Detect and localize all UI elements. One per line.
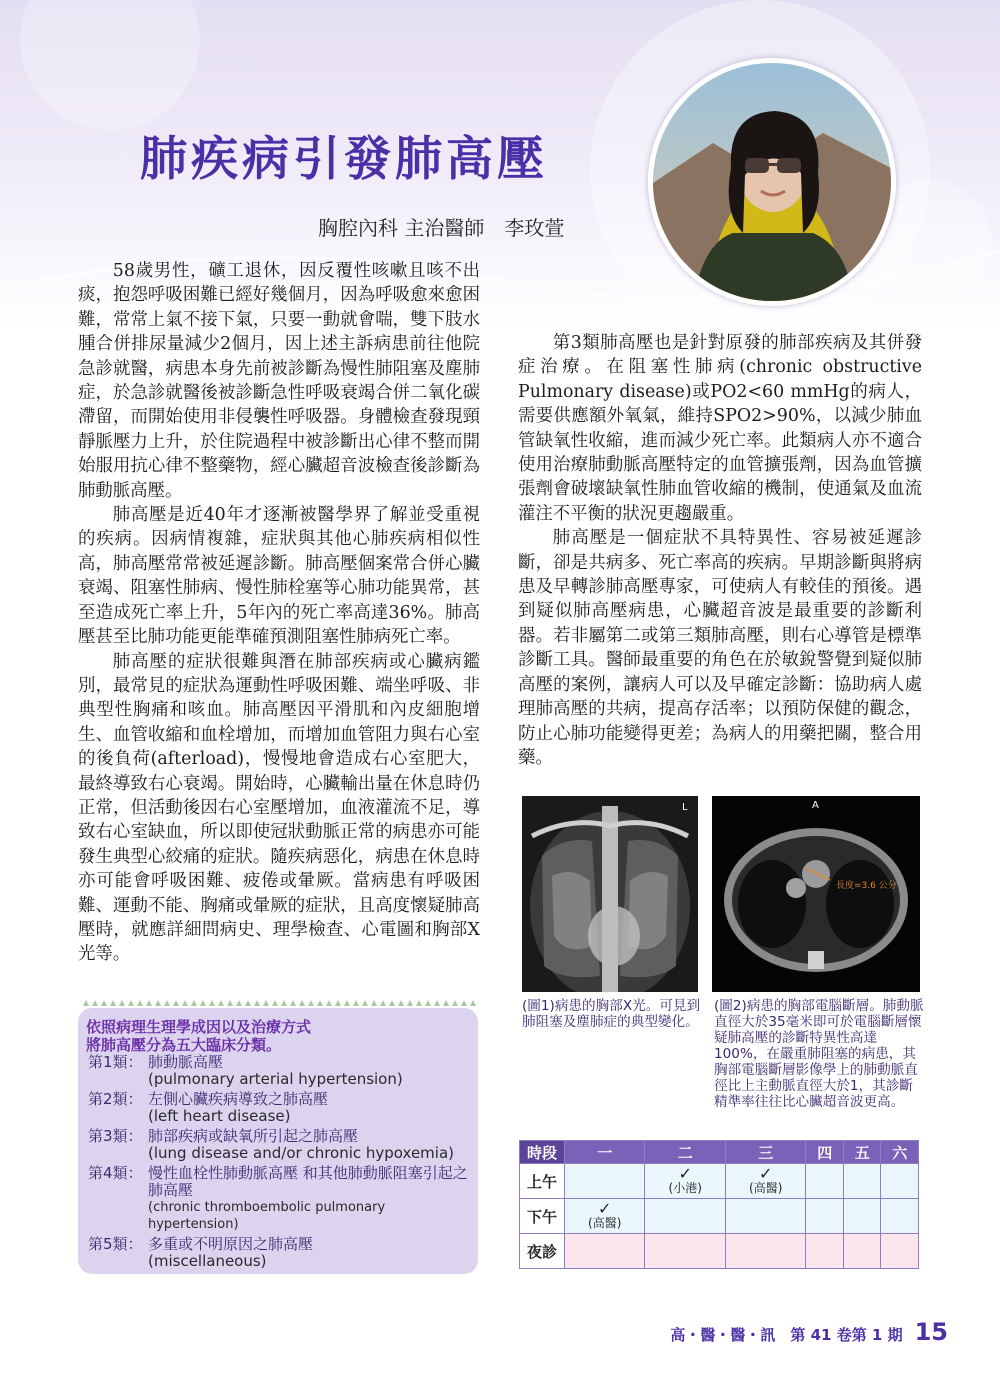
schedule-row-evening bbox=[520, 1234, 919, 1269]
schedule-cell bbox=[645, 1199, 725, 1234]
clinic-location: (高醫) bbox=[588, 1216, 622, 1230]
classification-item: 第5類： 多重或不明原因之肺高壓 (miscellaneous) bbox=[88, 1235, 314, 1270]
paragraph: 肺高壓是一個症狀不具特異性、容易被延遲診斷，卻是共病多、死亡率高的疾病。早期診斷與將病患及早轉診肺高壓專家，可使病人有較佳的預後。遇到疑似肺高壓病患，心臟超音波是最重要的診斷利器。若非屬第二或第三類肺高壓，則右心導管是標準診斷工具。醫師最重要的角色在於敏銳警覺到疑似肺高壓的案例，讓病人可以及早確定診斷：協助病人處理肺高壓的共病，提高存活率；以預防保健的觀念，防止心肺功能變得更差；為病人的用藥把關，整合用藥。 bbox=[518, 528, 922, 768]
classification-item: 第1類： 肺動脈高壓 (pulmonary arterial hypertension) bbox=[88, 1053, 403, 1088]
schedule-header-cell: 一 bbox=[565, 1141, 645, 1164]
schedule-cell bbox=[565, 1199, 645, 1234]
schedule-header-cell: 三 bbox=[725, 1141, 805, 1164]
author-line: 胸腔內科 主治醫師 李玫萱 bbox=[318, 216, 565, 240]
schedule-row-label: 下午 bbox=[520, 1199, 565, 1234]
schedule-cell bbox=[565, 1234, 645, 1269]
schedule-cell bbox=[881, 1199, 919, 1234]
classification-list bbox=[88, 1054, 476, 1273]
figure-caption-1: (圖1)病患的胸部X光。可見到肺阻塞及塵肺症的典型變化。 bbox=[522, 998, 701, 1030]
check-icon: ✓ bbox=[678, 1164, 692, 1183]
check-icon: ✓ bbox=[759, 1164, 773, 1183]
schedule-cell bbox=[565, 1164, 645, 1199]
clinic-location: (高醫) bbox=[749, 1181, 783, 1195]
schedule-cell bbox=[806, 1234, 844, 1269]
schedule-header-cell: 四 bbox=[806, 1141, 844, 1164]
schedule-cell bbox=[645, 1234, 725, 1269]
schedule-cell bbox=[881, 1234, 919, 1269]
dotted-divider bbox=[82, 998, 478, 1008]
schedule-cell bbox=[725, 1234, 805, 1269]
check-icon: ✓ bbox=[598, 1199, 612, 1218]
schedule-row-label: 上午 bbox=[520, 1164, 565, 1199]
right-column bbox=[518, 331, 922, 770]
schedule-cell bbox=[843, 1199, 881, 1234]
classification-item: 第3類： 肺部疾病或缺氧所引起之肺高壓 (lung disease and/or chronic hypoxemia) bbox=[88, 1127, 454, 1162]
schedule-header-cell: 五 bbox=[843, 1141, 881, 1164]
schedule-row-label: 夜診 bbox=[520, 1234, 565, 1269]
ct-measurement-label: 長度=3.6 公分 bbox=[836, 881, 897, 891]
classification-item: 第2類： 左側心臟疾病導致之肺高壓 (left heart disease) bbox=[88, 1090, 329, 1125]
author-portrait-icon bbox=[648, 58, 896, 306]
classification-item: 第4類： 慢性血栓性肺動脈高壓 和其他肺動脈阻塞引起之肺高壓 (chronic thromboembolic pulmonary hypertension) bbox=[88, 1164, 468, 1232]
schedule-header-cell: 時段 bbox=[520, 1141, 565, 1164]
left-column bbox=[78, 259, 480, 967]
schedule-cell bbox=[806, 1199, 844, 1234]
journal-name: 高・醫・醫・訊 第 41 卷第 1 期 bbox=[670, 1326, 903, 1344]
clinic-schedule-table bbox=[519, 1140, 919, 1269]
chest-xray-image bbox=[522, 796, 698, 992]
schedule-header-row bbox=[520, 1141, 919, 1164]
schedule-cell bbox=[843, 1164, 881, 1199]
schedule-cell bbox=[645, 1164, 725, 1199]
schedule-header-cell: 六 bbox=[881, 1141, 919, 1164]
schedule-cell bbox=[725, 1164, 805, 1199]
paragraph: 肺高壓的症狀很難與潛在肺部疾病或心臟病鑑別，最常見的症狀為運動性呼吸困難、端坐呼吸、非典型性胸痛和咳血。肺高壓因平滑肌和內皮細胞增生、血管收縮和血栓增加，而增加血管阻力與右心室的後負荷(afterload)，慢慢地會造成右心室肥大，最終導致右心衰竭。開始時，心臟輸出量在休息時仍正常，但活動後因右心室壓增加，血液灌流不足，導致右心室缺血，所以即使冠狀動脈正常的病患亦可能發生典型心絞痛的症狀。隨疾病惡化，病患在休息時亦可能會呼吸困難、疲倦或暈厥。當病患有呼吸困難、運動不能、胸痛或暈厥的症狀，且高度懷疑肺高壓時，就應詳細問病史、理學檢查、心電圖和胸部X光等。 bbox=[78, 651, 480, 965]
xray-marker-label: L bbox=[682, 802, 688, 813]
schedule-cell bbox=[725, 1199, 805, 1234]
schedule-row-afternoon bbox=[520, 1199, 919, 1234]
paragraph: 第3類肺高壓也是針對原發的肺部疾病及其併發症治療。在阻塞性肺病(chronic obstructive Pulmonary disease)或PO2<60 mmHg的病人，需要供應額外氧氣，維持SPO2>90%，以減少肺血管缺氧性收縮，進而減少死亡率。此類病人亦不適合使用治療肺動脈高壓特定的血管擴張劑，因為血管擴張劑會破壞缺氧性肺血管收縮的機制，使通氣及血流灌注不平衡的狀況更趨嚴重。 bbox=[518, 333, 922, 524]
paragraph: 58歲男性，礦工退休，因反覆性咳嗽且咳不出痰，抱怨呼吸困難已經好幾個月，因為呼吸愈來愈困難，常常上氣不接下氣，只要一動就會喘，雙下肢水腫合併排尿量減少2個月，因上述主訴病患前往他院急診就醫，病患本身先前被診斷為慢性肺阻塞及塵肺症，於急診就醫後被診斷急性呼吸衰竭合併二氧化碳滯留，而開始使用非侵襲性呼吸器。身體檢查發現頸靜脈壓力上升，於住院過程中被診斷出心律不整而開始服用抗心律不整藥物，經心臟超音波檢查後診斷為肺動脈高壓。 bbox=[78, 261, 480, 501]
classification-heading: 依照病理生理學成因以及治療方式 將肺高壓分為五大臨床分類。 bbox=[86, 1018, 312, 1054]
clinic-location: (小港) bbox=[668, 1181, 702, 1195]
schedule-row-morning bbox=[520, 1164, 919, 1199]
schedule-cell bbox=[843, 1234, 881, 1269]
schedule-header-cell: 二 bbox=[645, 1141, 725, 1164]
article-title: 肺疾病引發肺高壓 bbox=[140, 132, 548, 187]
schedule-cell bbox=[806, 1164, 844, 1199]
schedule-cell bbox=[881, 1164, 919, 1199]
paragraph: 肺高壓是近40年才逐漸被醫學界了解並受重視的疾病。因病情複雜，症狀與其他心肺疾病相似性高，肺高壓常常被延遲診斷。肺高壓個案常合併心臟衰竭、阻塞性肺病、慢性肺栓塞等心肺功能異常，甚至造成死亡率上升，5年內的死亡率高達36%。肺高壓甚至比肺功能更能準確預測阻塞性肺病死亡率。 bbox=[78, 505, 480, 648]
figure-caption-2: (圖2)病患的胸部電腦斷層。肺動脈直徑大於35毫米即可於電腦斷層懷疑肺高壓的診斷特異性高達100%，在嚴重肺阻塞的病患，其胸部電腦斷層影像學上的肺動脈直徑比上主動脈直徑大於1，其診斷精準率往往比心臟超音波更高。 bbox=[714, 998, 924, 1110]
page-number: 15 bbox=[914, 1318, 948, 1346]
chest-ct-image bbox=[712, 796, 920, 992]
ct-marker-label: A bbox=[812, 800, 819, 811]
page-footer bbox=[670, 1318, 948, 1346]
classification-box bbox=[78, 1008, 478, 1274]
